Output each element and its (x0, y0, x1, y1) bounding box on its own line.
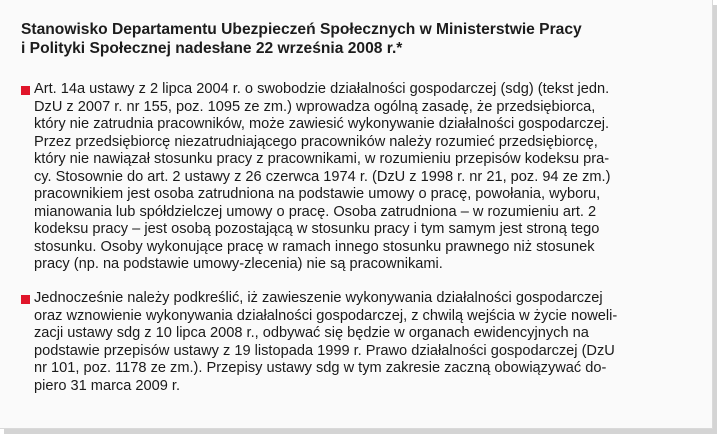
paragraph-line: zacji ustawy sdg z 10 lipca 2008 r., odbywać się będzie w organach ewidencyjnych na (34, 325, 589, 341)
paragraph-line: który nie nawiązał stosunku pracy z pracownikami, w rozumieniu przepisów kodeksu pra- (34, 151, 610, 167)
title-line: i Polityki Społecznej nadesłane 22 września 2008 r.* (21, 40, 403, 57)
document-title (21, 20, 701, 58)
paragraph-line: który nie zatrudnia pracowników, może zawiesić wykonywanie działalności gospodarczej. (34, 116, 610, 132)
paragraph-line: cy. Stosownie do art. 2 ustawy z 26 czerwca 1974 r. (DzU z 1998 r. nr 21, poz. 94 ze zm.) (34, 168, 611, 185)
paragraph-line: Art. 14a ustawy z 2 lipca 2004 r. o swobodzie działalności gospodarczej (sdg) (tekst jedn. (34, 81, 610, 97)
paragraph-line: kodeksu pracy – jest osobą pozostającą w stosunku pracy i tym samym jest stroną tego (34, 221, 600, 237)
title-line: Stanowisko Departamentu Ubezpieczeń Społecznych w Ministerstwie Pracy (21, 21, 582, 38)
paragraph-line: nr 101, poz. 1178 ze zm.). Przepisy ustawy sdg w tym zakresie zaczną obowiązywać do- (34, 360, 607, 376)
paragraph-line: pracy (np. na podstawie umowy-zlecenia) nie są pracownikami. (34, 256, 443, 272)
bullet-square-icon (21, 86, 30, 95)
paragraph-line: Przez przedsiębiorcę niezatrudniającego pracowników należy rozumieć przedsiębiorcę, (34, 133, 598, 150)
paragraph-line: podstawie przepisów ustawy z 19 listopada 1999 r. Prawo działalności gospodarczej (DzU (34, 342, 615, 359)
paragraph-2 (21, 290, 711, 395)
bullet-square-icon (21, 295, 30, 304)
paragraph-line: piero 31 marca 2009 r. (34, 377, 181, 394)
paragraph-line: oraz wznowienie wykonywania działalności gospodarczej, z chwilą wejścia w życie noweli- (34, 307, 618, 324)
paragraph-line: Jednocześnie należy podkreślić, iż zawieszenie wykonywania działalności gospodarczej (34, 290, 603, 306)
paragraph-line: pracownikiem jest osoba zatrudniona na podstawie umowy o pracę, powołania, wyboru, (34, 186, 601, 202)
paragraph-1 (21, 81, 711, 274)
paragraph-line: mianowania lub spółdzielczej umowy o pracę. Osoba zatrudniona – w rozumieniu art. 2 (34, 203, 597, 220)
paragraph-line: stosunku. Osoby wykonujące pracę w ramach innego stosunku prawnego niż stosunek (34, 238, 595, 255)
paragraph-line: DzU z 2007 r. nr 155, poz. 1095 ze zm.) wprowadza ogólną zasadę, że przedsiębiorca, (34, 98, 596, 115)
